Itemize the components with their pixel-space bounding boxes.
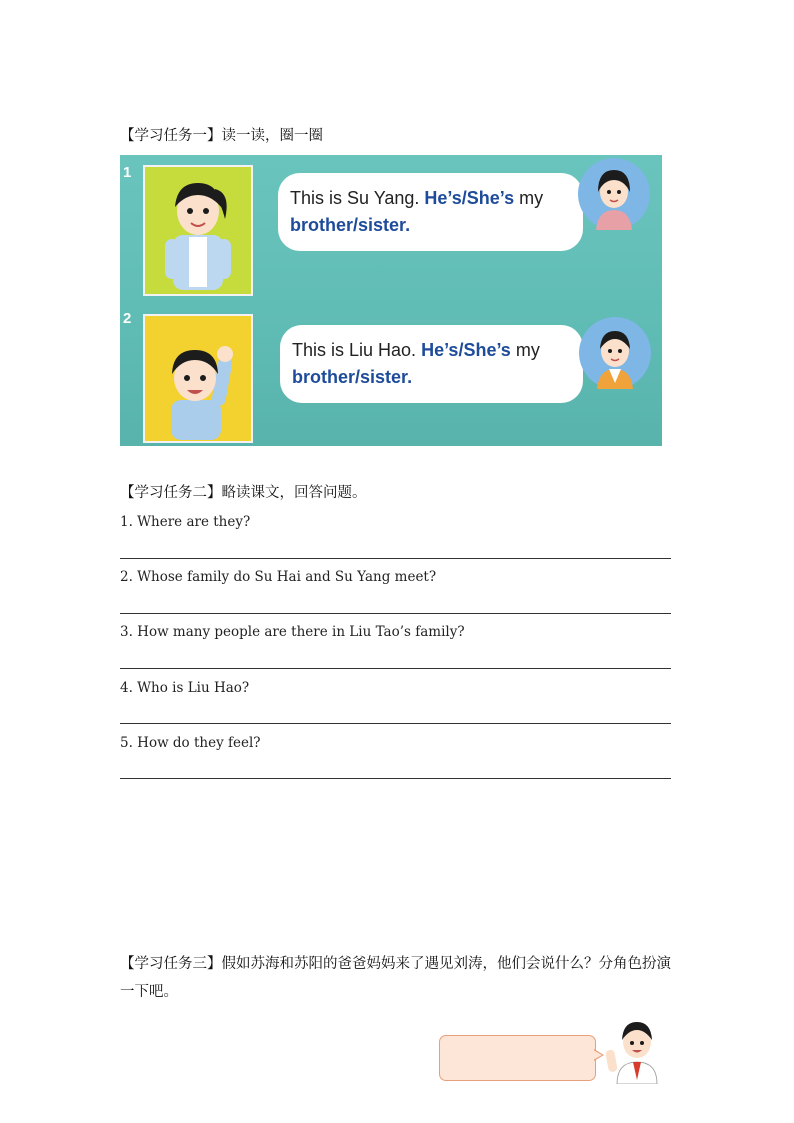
task1-title: 【学习任务一】读一读，圈一圈 xyxy=(120,128,323,144)
choice-brother[interactable]: brother xyxy=(290,215,353,235)
girl-illustration xyxy=(145,167,251,294)
question-5: 5. How do they feel? xyxy=(120,735,261,751)
question-1: 1. Where are they? xyxy=(120,514,251,530)
liu-tao-figure xyxy=(605,1016,669,1084)
question-4: 4. Who is Liu Hao? xyxy=(120,680,250,696)
sentence: This is Liu Hao. xyxy=(292,340,417,360)
liu-hao-picture xyxy=(143,314,253,443)
slash: / xyxy=(458,340,464,360)
sentence: This is Su Yang. xyxy=(290,188,420,208)
question-3: 3. How many people are there in Liu Tao’s family? xyxy=(120,624,465,640)
task2-title: 【学习任务二】略读课文，回答问题。 xyxy=(120,485,367,501)
word-my: my xyxy=(519,188,544,208)
speech-bubble-2 xyxy=(280,325,583,403)
answer-line-4[interactable] xyxy=(120,723,671,724)
answer-line-2[interactable] xyxy=(120,613,671,614)
choice-sister[interactable]: sister xyxy=(358,215,406,235)
period: . xyxy=(405,215,411,235)
boy-illustration xyxy=(145,316,251,441)
answer-line-3[interactable] xyxy=(120,668,671,669)
answer-line-1[interactable] xyxy=(120,558,671,559)
boy-waving-icon xyxy=(605,1016,669,1084)
choice-he[interactable]: He’s xyxy=(421,340,459,360)
task3-title: 【学习任务三】假如苏海和苏阳的爸爸妈妈来了遇见刘涛，他们会说什么？分角色扮演一下吧。 xyxy=(120,956,671,1000)
choice-she[interactable]: She’s xyxy=(466,188,515,208)
item-number: 2 xyxy=(123,310,132,327)
speech-box-tail-inner xyxy=(593,1050,602,1060)
boy-avatar xyxy=(579,317,651,389)
girl-avatar-icon xyxy=(578,158,650,230)
boy-avatar-icon xyxy=(579,317,651,389)
choice-he[interactable]: He’s xyxy=(424,188,462,208)
period: . xyxy=(407,367,413,387)
slash: / xyxy=(461,188,467,208)
choice-brother[interactable]: brother xyxy=(292,367,355,387)
su-yang-picture xyxy=(143,165,253,296)
girl-avatar xyxy=(578,158,650,230)
slash: / xyxy=(355,367,361,387)
speech-bubble-1 xyxy=(278,173,583,251)
task1-panel xyxy=(120,155,662,446)
role-play-speech-box[interactable] xyxy=(439,1035,596,1081)
question-2: 2. Whose family do Su Hai and Su Yang meet? xyxy=(120,569,437,585)
choice-sister[interactable]: sister xyxy=(360,367,408,387)
word-my: my xyxy=(515,340,540,360)
item-number: 1 xyxy=(123,164,132,181)
slash: / xyxy=(353,215,359,235)
answer-line-5[interactable] xyxy=(120,778,671,779)
choice-she[interactable]: She’s xyxy=(463,340,511,360)
